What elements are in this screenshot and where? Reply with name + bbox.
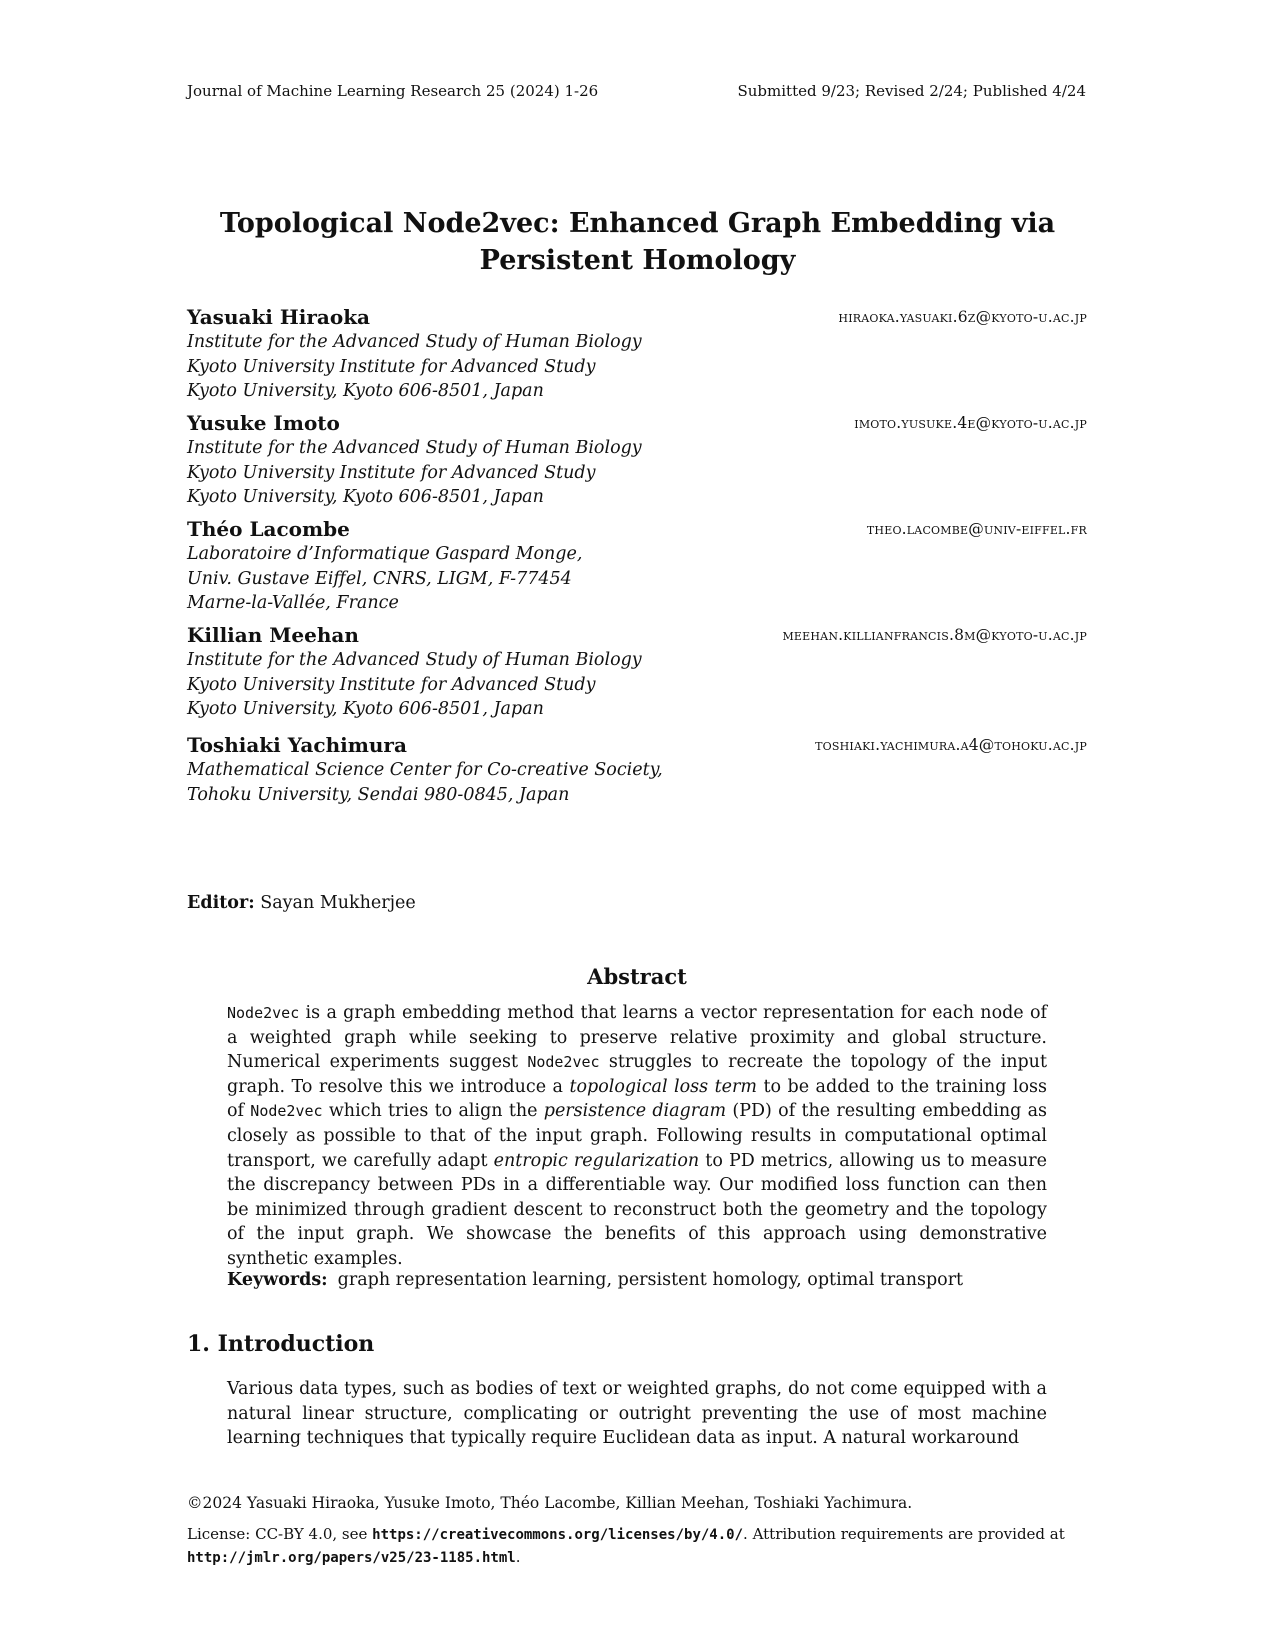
- author-block: [187, 516, 1087, 616]
- author-block: [187, 622, 1087, 722]
- license-mid: . Attribution requirements are provided at: [743, 1525, 1065, 1543]
- author-affiliation-line: Kyoto University Institute for Advanced Study: [187, 674, 596, 695]
- method-name: Node2vec: [227, 1004, 300, 1022]
- author-block: [187, 304, 1087, 404]
- abstract-body: [227, 1001, 1047, 1272]
- method-name: Node2vec: [527, 1053, 600, 1072]
- author-affiliation-line: Kyoto University Institute for Advanced Study: [187, 356, 596, 377]
- keywords-line: [227, 1270, 963, 1290]
- author-affiliation-line: Kyoto University, Kyoto 606-8501, Japan: [187, 699, 544, 719]
- editor-line: [187, 893, 416, 913]
- copyright-notice: ©2024 Yasuaki Hiraoka, Yusuke Imoto, Théo Lacombe, Killian Meehan, Toshiaki Yachimura.: [187, 1494, 913, 1512]
- abstract-heading: Abstract: [587, 964, 687, 989]
- journal-header: Journal of Machine Learning Research 25 (2024) 1-26: [187, 82, 599, 100]
- emphasis-term: persistence diagram: [543, 1101, 727, 1122]
- author-email[interactable]: toshiaki.yachimura.a4@tohoku.ac.jp: [815, 736, 1087, 754]
- author-affiliation-line: Institute for the Advanced Study of Human Biology: [187, 438, 642, 458]
- author-email[interactable]: hiraoka.yasuaki.6z@kyoto-u.ac.jp: [838, 308, 1087, 326]
- author-block: [187, 732, 1087, 807]
- author-affiliation-line: Laboratoire d’Informatique Gaspard Monge,: [187, 544, 583, 564]
- submission-dates: Submitted 9/23; Revised 2/24; Published 4/24: [737, 82, 1086, 100]
- emphasis-term: entropic regularization: [493, 1150, 700, 1171]
- editor-name: Sayan Mukherjee: [260, 893, 416, 913]
- license-end: .: [515, 1548, 521, 1566]
- author-affiliation-line: Marne-la-Vallée, France: [187, 593, 399, 613]
- abstract-text: to PD metrics, allowing us to measure the discrepancy between PDs in a differentiable way. Our modified loss function can then be minimized through gradient descent to reconstruct both the geometry and the topology of the input graph. We showcase the benefits of this approach using demonstrative synthetic examples.: [227, 1150, 1047, 1269]
- abstract-text: is a graph embedding method that learns a vector representation for each node of a weighted graph while seeking to preserve relative proximity and global structure. Numerical experiments suggest: [227, 1003, 1047, 1073]
- author-affiliation-line: Institute for the Advanced Study of Human Biology: [187, 332, 642, 352]
- license-prefix: License: CC-BY 4.0, see: [187, 1525, 373, 1543]
- section-heading-introduction: 1. Introduction: [187, 1331, 375, 1357]
- author-name: Killian Meehan: [187, 623, 359, 647]
- keywords-text: graph representation learning, persistent homology, optimal transport: [337, 1270, 964, 1290]
- introduction-text: Various data types, such as bodies of text or weighted graphs, do not come equipped with a natural linear structure, complicating or outright preventing the use of most machine learning techniques that typically require Euclidean data as input. A natural workaround: [227, 1379, 1047, 1449]
- abstract-text: struggles to recreate the topology of the input graph. To resolve this we introduce a: [227, 1052, 1047, 1097]
- abstract-text: (PD) of the resulting embedding as closely as possible to that of the input graph. Following results in computational optimal transport, we carefully adapt: [227, 1101, 1047, 1171]
- license-notice: [187, 1523, 1067, 1569]
- abstract-text: which tries to align the: [322, 1101, 544, 1122]
- method-name: Node2vec: [250, 1102, 323, 1121]
- author-affiliation-line: Institute for the Advanced Study of Human Biology: [187, 650, 642, 670]
- author-affiliation-line: Kyoto University Institute for Advanced Study: [187, 462, 596, 483]
- paper-title: Topological Node2vec: Enhanced Graph Embedding via Persistent Homology: [219, 208, 1056, 276]
- author-affiliation-line: Tohoku University, Sendai 980-0845, Japan: [187, 784, 570, 805]
- author-name: Toshiaki Yachimura: [187, 733, 407, 757]
- author-affiliation-line: Univ. Gustave Eiffel, CNRS, LIGM, F-77454: [187, 568, 572, 589]
- author-affiliation-line: Kyoto University, Kyoto 606-8501, Japan: [187, 487, 544, 507]
- emphasis-term: topological loss term: [569, 1076, 757, 1097]
- author-name: Yusuke Imoto: [187, 411, 340, 435]
- author-affiliation-line: Mathematical Science Center for Co-creative Society,: [187, 760, 663, 780]
- keywords-label: Keywords:: [227, 1270, 328, 1290]
- author-email[interactable]: imoto.yusuke.4e@kyoto-u.ac.jp: [854, 414, 1087, 432]
- license-url-link[interactable]: https://creativecommons.org/licenses/by/4.0/: [372, 1527, 744, 1543]
- author-email[interactable]: theo.lacombe@univ-eiffel.fr: [866, 520, 1087, 538]
- paper-url-link[interactable]: http://jmlr.org/papers/v25/23-1185.html: [187, 1550, 516, 1566]
- author-affiliation-line: Kyoto University, Kyoto 606-8501, Japan: [187, 381, 544, 401]
- author-name: Yasuaki Hiraoka: [187, 305, 371, 329]
- editor-label: Editor:: [187, 893, 255, 913]
- author-name: Théo Lacombe: [187, 517, 350, 541]
- abstract-text: to be added to the training loss of: [227, 1076, 1047, 1122]
- author-block: [187, 410, 1087, 510]
- author-email[interactable]: meehan.killianfrancis.8m@kyoto-u.ac.jp: [782, 626, 1087, 644]
